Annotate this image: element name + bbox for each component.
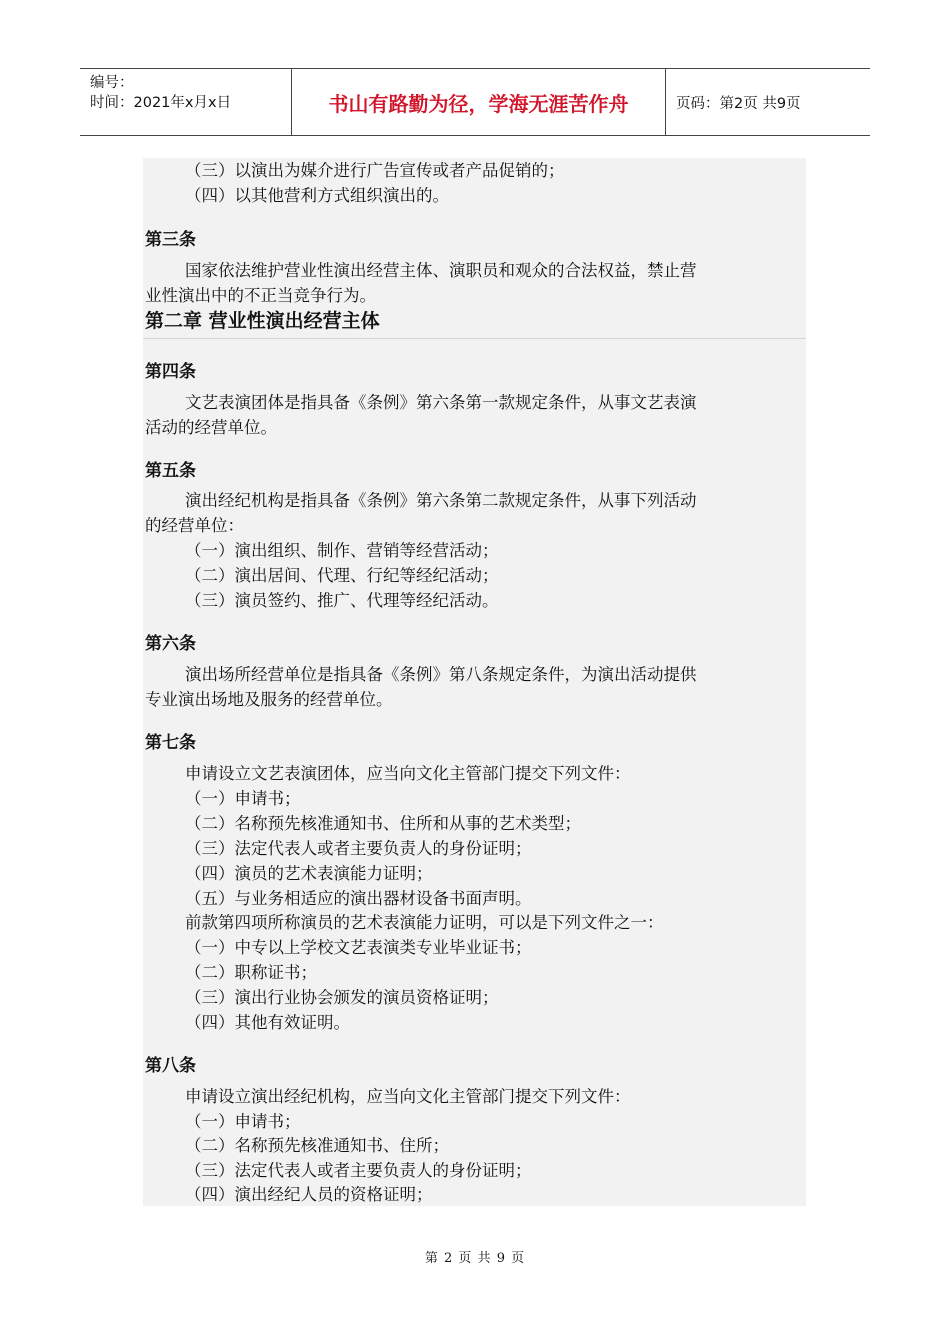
list-item: （二）名称预先核准通知书、住所； (185, 1136, 449, 1155)
paragraph: 前款第四项所称演员的艺术表演能力证明，可以是下列文件之一： (185, 913, 664, 932)
divider (143, 338, 806, 339)
paragraph: 申请设立文艺表演团体，应当向文化主管部门提交下列文件： (185, 764, 631, 783)
list-item: （三）演出行业协会颁发的演员资格证明； (185, 988, 499, 1007)
chapter-2-title: 第二章 营业性演出经营主体 (145, 310, 380, 332)
paragraph: 国家依法维护营业性演出经营主体、演职员和观众的合法权益，禁止营 (185, 261, 697, 280)
paragraph: 业性演出中的不正当竞争行为。 (145, 286, 376, 305)
list-item: （四）其他有效证明。 (185, 1013, 350, 1032)
paragraph: 演出经纪机构是指具备《条例》第六条第二款规定条件，从事下列活动 (185, 491, 697, 510)
page-header (80, 68, 870, 136)
list-item: （四）以其他营利方式组织演出的。 (185, 186, 449, 205)
list-item: （三）法定代表人或者主要负责人的身份证明； (185, 839, 532, 858)
list-item: （一）申请书； (185, 789, 301, 808)
list-item: （二）职称证书； (185, 963, 317, 982)
list-item: （一）中专以上学校文艺表演类专业毕业证书； (185, 938, 532, 957)
paragraph: 演出场所经营单位是指具备《条例》第八条规定条件，为演出活动提供 (185, 665, 697, 684)
article-4-title: 第四条 (145, 362, 196, 382)
document-number-label: 编号： (90, 75, 134, 91)
paragraph: 的经营单位： (145, 516, 244, 535)
list-item: （三）法定代表人或者主要负责人的身份证明； (185, 1161, 532, 1180)
list-item: （一）演出组织、制作、营销等经营活动； (185, 541, 499, 560)
paragraph: 专业演出场地及服务的经营单位。 (145, 690, 393, 709)
article-7-title: 第七条 (145, 733, 196, 753)
list-item: （四）演出经纪人员的资格证明； (185, 1185, 433, 1204)
page-footer: 第 2 页 共 9 页 (424, 1251, 526, 1266)
article-5-title: 第五条 (145, 461, 196, 481)
document-body (143, 158, 806, 1206)
article-6-title: 第六条 (145, 634, 196, 654)
paragraph: 活动的经营单位。 (145, 418, 277, 437)
list-item: （二）演出居间、代理、行纪等经纪活动； (185, 566, 499, 585)
list-item: （三）以演出为媒介进行广告宣传或者产品促销的； (185, 161, 565, 180)
article-3-title: 第三条 (145, 230, 196, 250)
header-page-info: 页码：第2页 共9页 (676, 95, 801, 112)
header-motto: 书山有路勤为径，学海无涯苦作舟 (292, 69, 666, 135)
list-item: （四）演员的艺术表演能力证明； (185, 864, 433, 883)
paragraph: 文艺表演团体是指具备《条例》第六条第一款规定条件，从事文艺表演 (185, 393, 697, 412)
list-item: （三）演员签约、推广、代理等经纪活动。 (185, 591, 499, 610)
header-meta (80, 69, 292, 135)
list-item: （一）申请书； (185, 1112, 301, 1131)
paragraph: 申请设立演出经纪机构，应当向文化主管部门提交下列文件： (185, 1087, 631, 1106)
document-date: 时间：2021年x月x日 (90, 95, 232, 111)
list-item: （五）与业务相适应的演出器材设备书面声明。 (185, 889, 532, 908)
article-8-title: 第八条 (145, 1056, 196, 1076)
list-item: （二）名称预先核准通知书、住所和从事的艺术类型； (185, 814, 581, 833)
